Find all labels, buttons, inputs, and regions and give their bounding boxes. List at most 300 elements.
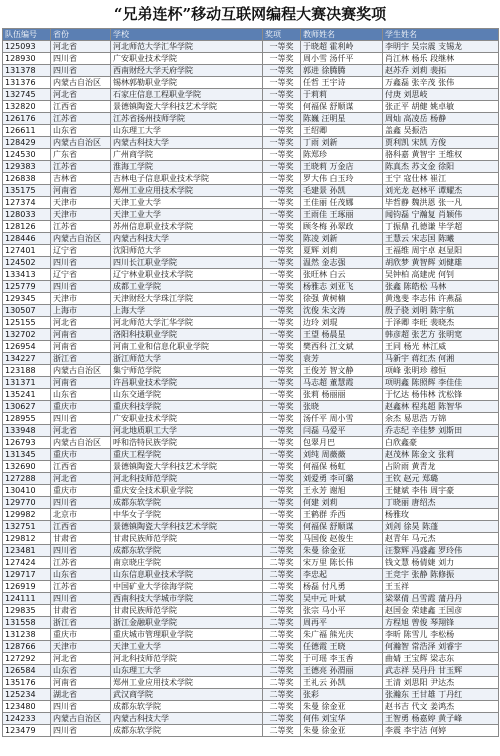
cell-team-id: 127401 — [3, 245, 51, 257]
cell-teachers: 王雨佳 王琢丽 — [301, 209, 383, 221]
cell-team-id: 132820 — [3, 101, 51, 113]
cell-students: 刘剑 徐昊 陈蓬 — [383, 521, 499, 533]
cell-teachers: 陈郑珍 — [301, 149, 383, 161]
cell-students: 张正平 胡健 姚卓敏 — [383, 101, 499, 113]
cell-teachers: 马志超 董慧霞 — [301, 377, 383, 389]
cell-teachers: 李忠起 — [301, 569, 383, 581]
cell-prize: 一等奖 — [263, 341, 301, 353]
cell-team-id: 126611 — [3, 125, 51, 137]
cell-team-id: 129835 — [3, 605, 51, 617]
cell-teachers: 陈凌 刘新 — [301, 233, 383, 245]
page-title: “兄弟连杯”移动互联网编程大赛决赛奖项 — [113, 5, 387, 23]
cell-province: 上海市 — [51, 305, 111, 317]
cell-province: 四川省 — [51, 413, 111, 425]
cell-prize: 一等奖 — [263, 209, 301, 221]
table-row — [3, 413, 499, 425]
cell-prize: 一等奖 — [263, 497, 301, 509]
cell-teachers: 沈俊 朱文涛 — [301, 305, 383, 317]
header-prize: 奖项 — [263, 29, 301, 41]
table-row — [3, 209, 499, 221]
cell-students: 毕哲静 魏洪恩 张一凡 — [383, 197, 499, 209]
table-row — [3, 521, 499, 533]
cell-prize: 二等奖 — [263, 581, 301, 593]
cell-team-id: 131345 — [3, 449, 51, 461]
cell-teachers: 丁雨 刘新 — [301, 137, 383, 149]
cell-team-id: 126838 — [3, 173, 51, 185]
cell-prize: 一等奖 — [263, 101, 301, 113]
table-row — [3, 377, 499, 389]
cell-school: 郑州工业应用技术学院 — [111, 677, 263, 689]
cell-students: 张瀚东 王甘雄 丁丹红 — [383, 689, 499, 701]
cell-students: 胡欣梦 黄智辉 刘健雄 — [383, 257, 499, 269]
cell-prize: 一等奖 — [263, 461, 301, 473]
cell-school: 西南财经大学天府学院 — [111, 65, 263, 77]
cell-school: 山东理工大学 — [111, 665, 263, 677]
cell-province: 内蒙古自治区 — [51, 77, 111, 89]
cell-province: 四川省 — [51, 281, 111, 293]
cell-school: 内蒙古科技大学 — [111, 137, 263, 149]
table-row — [3, 593, 499, 605]
cell-teachers: 樊西科 江文斌 — [301, 341, 383, 353]
cell-school: 河北地质职工大学 — [111, 425, 263, 437]
cell-province: 四川省 — [51, 65, 111, 77]
table-row — [3, 497, 499, 509]
cell-prize: 一等奖 — [263, 245, 301, 257]
cell-province: 山东省 — [51, 665, 111, 677]
cell-school: 河北师范大学汇华学院 — [111, 41, 263, 53]
cell-province: 河北省 — [51, 89, 111, 101]
cell-prize: 一等奖 — [263, 221, 301, 233]
cell-province: 四川省 — [51, 257, 111, 269]
cell-prize: 一等奖 — [263, 305, 301, 317]
cell-students: 梁翠倩 吕雪霞 蒲丹丹 — [383, 593, 499, 605]
cell-school: 呼和浩特民族学院 — [111, 437, 263, 449]
cell-province: 河南省 — [51, 341, 111, 353]
cell-students: 何瀚智 常浩泽 刘睿宇 — [383, 641, 499, 653]
cell-prize: 一等奖 — [263, 53, 301, 65]
cell-team-id: 131376 — [3, 77, 51, 89]
header-teachers: 教师姓名 — [301, 29, 383, 41]
cell-teachers: 马国俊 赵俊生 — [301, 533, 383, 545]
table-row — [3, 485, 499, 497]
cell-students: 王福维 周宇卓 赵显阳 — [383, 245, 499, 257]
table-row — [3, 677, 499, 689]
table-row — [3, 245, 499, 257]
table-row — [3, 113, 499, 125]
cell-students: 汪黎辉 冯盛鑫 罗玲伟 — [383, 545, 499, 557]
cell-students: 贾利凯 宋凯 方俊 — [383, 137, 499, 149]
cell-teachers: 罗大伟 白玉玲 — [301, 173, 383, 185]
cell-team-id: 128033 — [3, 209, 51, 221]
cell-province: 内蒙古自治区 — [51, 365, 111, 377]
cell-province: 江苏省 — [51, 557, 111, 569]
cell-prize: 一等奖 — [263, 185, 301, 197]
cell-students: 王同 杨光 林江威 — [383, 341, 499, 353]
table-row — [3, 233, 499, 245]
cell-province: 甘肃省 — [51, 605, 111, 617]
cell-prize: 一等奖 — [263, 389, 301, 401]
table-row — [3, 173, 499, 185]
table-row — [3, 185, 499, 197]
cell-teachers: 刘纯 周薇薇 — [301, 449, 383, 461]
cell-teachers: 王望 杨晨星 — [301, 329, 383, 341]
cell-team-id: 125155 — [3, 317, 51, 329]
cell-team-id: 129982 — [3, 509, 51, 521]
cell-school: 浙江金融职业学院 — [111, 617, 263, 629]
cell-team-id: 133413 — [3, 269, 51, 281]
cell-team-id: 128766 — [3, 641, 51, 653]
cell-team-id: 135176 — [3, 677, 51, 689]
cell-students: 赵苏乔 刘莉 裴拓 — [383, 65, 499, 77]
cell-prize: 一等奖 — [263, 425, 301, 437]
cell-teachers: 朱曼 徐金亚 — [301, 701, 383, 713]
table-row — [3, 125, 499, 137]
cell-school: 河北科技师范学院 — [111, 653, 263, 665]
cell-students: 赵国金 荣建鑫 王国彦 — [383, 605, 499, 617]
cell-students: 李震 李宇洁 何婷 — [383, 725, 499, 737]
cell-team-id: 132690 — [3, 461, 51, 473]
cell-province: 浙江省 — [51, 617, 111, 629]
cell-students: 殷子骁 刘明 陈宇航 — [383, 305, 499, 317]
cell-province: 河北省 — [51, 473, 111, 485]
cell-students: 乔志纪 辛佳梦 刘斯田 — [383, 425, 499, 437]
cell-prize: 二等奖 — [263, 557, 301, 569]
cell-school: 中华女子学院 — [111, 509, 263, 521]
cell-team-id: 125779 — [3, 281, 51, 293]
cell-team-id: 126919 — [3, 581, 51, 593]
cell-team-id: 128429 — [3, 137, 51, 149]
cell-team-id: 124111 — [3, 593, 51, 605]
table-row — [3, 401, 499, 413]
table-header — [3, 29, 499, 41]
table-row — [3, 365, 499, 377]
cell-prize: 一等奖 — [263, 281, 301, 293]
cell-province: 河北省 — [51, 317, 111, 329]
cell-teachers: 王佳丽 任茂娜 — [301, 197, 383, 209]
cell-province: 浙江省 — [51, 353, 111, 365]
cell-province: 江苏省 — [51, 113, 111, 125]
cell-prize: 一等奖 — [263, 293, 301, 305]
cell-teachers: 张彩 — [301, 689, 383, 701]
cell-province: 天津市 — [51, 641, 111, 653]
cell-province: 内蒙古自治区 — [51, 437, 111, 449]
cell-province: 辽宁省 — [51, 269, 111, 281]
cell-teachers: 边玲 刘琨 — [301, 317, 383, 329]
cell-teachers: 王俊芳 智文静 — [301, 365, 383, 377]
cell-team-id: 131558 — [3, 617, 51, 629]
table-row — [3, 281, 499, 293]
cell-students: 赵书吉 代文 姜鸿杰 — [383, 701, 499, 713]
cell-teachers: 张宗 马小平 — [301, 605, 383, 617]
cell-school: 郑州工业应用技术学院 — [111, 185, 263, 197]
cell-teachers: 何福保 舒顺谋 — [301, 101, 383, 113]
cell-prize: 二等奖 — [263, 725, 301, 737]
cell-school: 山东理工大学 — [111, 125, 263, 137]
cell-students: 王竞宇 张静 陈修振 — [383, 569, 499, 581]
cell-school: 上海大学 — [111, 305, 263, 317]
cell-students: 张鑫 陈皓松 马林 — [383, 281, 499, 293]
table-row — [3, 257, 499, 269]
cell-students: 白欣鑫豪 — [383, 437, 499, 449]
cell-students: 王健斌 李伟 周宇豪 — [383, 485, 499, 497]
cell-students: 骆科嘉 黄智宇 王维权 — [383, 149, 499, 161]
cell-province: 广东省 — [51, 149, 111, 161]
award-table — [2, 28, 499, 737]
cell-school: 广安职业技术学院 — [111, 53, 263, 65]
cell-prize: 二等奖 — [263, 569, 301, 581]
cell-students: 黄逸斐 李志伟 许燕磊 — [383, 293, 499, 305]
table-row — [3, 689, 499, 701]
cell-province: 山东省 — [51, 389, 111, 401]
cell-province: 河南省 — [51, 677, 111, 689]
cell-team-id: 126176 — [3, 113, 51, 125]
cell-team-id: 134227 — [3, 353, 51, 365]
cell-students: 王钦 赵元 郑璐 — [383, 473, 499, 485]
table-row — [3, 617, 499, 629]
cell-teachers: 刘爱勇 李可璐 — [301, 473, 383, 485]
table-row — [3, 545, 499, 557]
table-row — [3, 557, 499, 569]
cell-school: 天津工业大学 — [111, 641, 263, 653]
cell-teachers: 朱曼 徐金亚 — [301, 545, 383, 557]
cell-teachers: 张莉 杨丽丽 — [301, 389, 383, 401]
cell-province: 天津市 — [51, 197, 111, 209]
cell-prize: 一等奖 — [263, 125, 301, 137]
cell-teachers: 陈巍 汪明星 — [301, 113, 383, 125]
cell-students: 万鑫磊 张辛茂 张伟 — [383, 77, 499, 89]
cell-school: 景德镇陶瓷大学科技艺术学院 — [111, 101, 263, 113]
table-row — [3, 389, 499, 401]
cell-teachers: 毛建景 孙凯 — [301, 185, 383, 197]
cell-students: 王宁 寇仕林 崔江 — [383, 173, 499, 185]
cell-students: 曲婧 王宝辉 梁志东 — [383, 653, 499, 665]
cell-prize: 二等奖 — [263, 545, 301, 557]
cell-province: 山东省 — [51, 569, 111, 581]
cell-prize: 二等奖 — [263, 605, 301, 617]
table-header-row — [3, 29, 499, 41]
cell-team-id: 130410 — [3, 485, 51, 497]
cell-students: 赵青年 马元杰 — [383, 533, 499, 545]
cell-teachers: 于可瑶 李玉香 — [301, 653, 383, 665]
table-row — [3, 713, 499, 725]
table-row — [3, 305, 499, 317]
cell-school: 四川长江职业学院 — [111, 257, 263, 269]
table-row — [3, 161, 499, 173]
table-row — [3, 653, 499, 665]
cell-school: 成都工业学院 — [111, 281, 263, 293]
cell-prize: 一等奖 — [263, 269, 301, 281]
cell-teachers: 何福保 杨虹 — [301, 461, 383, 473]
cell-school: 中国矿业大学徐海学院 — [111, 581, 263, 593]
cell-students: 肖江林 杨乐 段继林 — [383, 53, 499, 65]
cell-prize: 一等奖 — [263, 77, 301, 89]
table-row — [3, 137, 499, 149]
cell-school: 武汉商学院 — [111, 689, 263, 701]
cell-team-id: 128955 — [3, 413, 51, 425]
cell-province: 内蒙古自治区 — [51, 713, 111, 725]
header-students: 学生姓名 — [383, 29, 499, 41]
cell-team-id: 123480 — [3, 701, 51, 713]
cell-teachers: 张旺林 白云 — [301, 269, 383, 281]
table-row — [3, 77, 499, 89]
header-school: 学校 — [111, 29, 263, 41]
cell-prize: 一等奖 — [263, 521, 301, 533]
table-row — [3, 437, 499, 449]
cell-teachers: 何福保 舒顺谋 — [301, 521, 383, 533]
cell-students: 李明宇 吴宗震 支锡龙 — [383, 41, 499, 53]
table-row — [3, 329, 499, 341]
cell-province: 河北省 — [51, 41, 111, 53]
cell-school: 甘肃民族师范学院 — [111, 605, 263, 617]
cell-teachers: 宋万里 陈长伟 — [301, 557, 383, 569]
cell-team-id: 123479 — [3, 725, 51, 737]
cell-students: 闻钧磊 宁瀚复 肖颖伟 — [383, 209, 499, 221]
cell-prize: 二等奖 — [263, 677, 301, 689]
cell-team-id: 129345 — [3, 293, 51, 305]
cell-teachers: 王礼云 孙凯 — [301, 677, 383, 689]
cell-students: 于忆达 杨伟林 沈松锋 — [383, 389, 499, 401]
cell-students: 吴钟柏 高建虎 何钊 — [383, 269, 499, 281]
table-row — [3, 605, 499, 617]
cell-prize: 一等奖 — [263, 533, 301, 545]
cell-school: 成都东软学院 — [111, 701, 263, 713]
cell-team-id: 124530 — [3, 149, 51, 161]
cell-school: 淮海工学院 — [111, 161, 263, 173]
table-row — [3, 269, 499, 281]
table-row — [3, 569, 499, 581]
cell-school: 辽宁林业职业技术学院 — [111, 269, 263, 281]
table-row — [3, 53, 499, 65]
cell-teachers: 王德亮 孙渭丽 — [301, 665, 383, 677]
cell-team-id: 125093 — [3, 41, 51, 53]
cell-prize: 一等奖 — [263, 473, 301, 485]
cell-students: 方程旭 曾俊 琴翔锋 — [383, 617, 499, 629]
cell-school: 吉林电子信息职业技术学院 — [111, 173, 263, 185]
cell-school: 内蒙古科技大学 — [111, 233, 263, 245]
cell-province: 北京市 — [51, 509, 111, 521]
cell-students: 付庚 刘思岐 — [383, 89, 499, 101]
cell-teachers: 汤仟平 周小雪 — [301, 413, 383, 425]
cell-province: 四川省 — [51, 545, 111, 557]
cell-team-id: 128446 — [3, 233, 51, 245]
cell-teachers: 何建 刘莉 — [301, 497, 383, 509]
cell-students: 赵鑫林 程兆超 陈智华 — [383, 401, 499, 413]
cell-prize: 一等奖 — [263, 353, 301, 365]
cell-prize: 一等奖 — [263, 173, 301, 185]
cell-school: 重庆安全技术职业学院 — [111, 485, 263, 497]
cell-students: 盖鑫 吴振浩 — [383, 125, 499, 137]
table-row — [3, 581, 499, 593]
cell-prize: 一等奖 — [263, 449, 301, 461]
cell-teachers: 包翠月巴 — [301, 437, 383, 449]
cell-team-id: 123481 — [3, 545, 51, 557]
cell-teachers: 于莉莉 — [301, 89, 383, 101]
cell-school: 天津工业大学 — [111, 209, 263, 221]
cell-prize: 一等奖 — [263, 113, 301, 125]
cell-school: 山东交通学院 — [111, 389, 263, 401]
table-row — [3, 353, 499, 365]
cell-province: 江西省 — [51, 461, 111, 473]
cell-team-id: 131371 — [3, 377, 51, 389]
cell-prize: 二等奖 — [263, 701, 301, 713]
cell-province: 重庆市 — [51, 401, 111, 413]
cell-team-id: 123188 — [3, 365, 51, 377]
cell-students: 刘光龙 赵林平 谭耀杰 — [383, 185, 499, 197]
cell-school: 西南科技大学城市学院 — [111, 593, 263, 605]
table-row — [3, 449, 499, 461]
cell-school: 广安职业技术学院 — [111, 413, 263, 425]
cell-team-id: 127292 — [3, 653, 51, 665]
cell-teachers: 王绍卿 — [301, 125, 383, 137]
cell-province: 天津市 — [51, 209, 111, 221]
table-row — [3, 725, 499, 737]
cell-students: 李昕 陈雪儿 李松杨 — [383, 629, 499, 641]
cell-team-id: 128930 — [3, 53, 51, 65]
cell-prize: 一等奖 — [263, 413, 301, 425]
cell-school: 景德镇陶瓷大学科技艺术学院 — [111, 461, 263, 473]
cell-prize: 一等奖 — [263, 197, 301, 209]
cell-teachers: 王晓莉 万金店 — [301, 161, 383, 173]
cell-province: 四川省 — [51, 701, 111, 713]
cell-school: 重庆工程学院 — [111, 449, 263, 461]
cell-province: 江苏省 — [51, 581, 111, 593]
cell-school: 河北科技师范学院 — [111, 473, 263, 485]
cell-province: 重庆市 — [51, 485, 111, 497]
cell-province: 四川省 — [51, 725, 111, 737]
header-province: 省份 — [51, 29, 111, 41]
cell-prize: 二等奖 — [263, 617, 301, 629]
cell-school: 江苏省扬州技师学院 — [111, 113, 263, 125]
cell-team-id: 126584 — [3, 665, 51, 677]
cell-province: 湖北省 — [51, 689, 111, 701]
cell-province: 河北省 — [51, 653, 111, 665]
cell-prize: 一等奖 — [263, 41, 301, 53]
cell-teachers: 顾冬梅 孙翠政 — [301, 221, 383, 233]
cell-province: 江西省 — [51, 521, 111, 533]
table-row — [3, 341, 499, 353]
table-row — [3, 461, 499, 473]
cell-students: 丁振鼎 孔德谦 毕学超 — [383, 221, 499, 233]
table-row — [3, 89, 499, 101]
cell-province: 河南省 — [51, 329, 111, 341]
cell-teachers: 闫磊 马爱平 — [301, 425, 383, 437]
cell-school: 集宁师范学院 — [111, 365, 263, 377]
cell-teachers: 周再平 — [301, 617, 383, 629]
cell-teachers: 任德霞 王晓 — [301, 641, 383, 653]
cell-prize: 二等奖 — [263, 629, 301, 641]
cell-school: 南京晓庄学院 — [111, 557, 263, 569]
cell-prize: 一等奖 — [263, 161, 301, 173]
cell-school: 沈阳师范大学 — [111, 245, 263, 257]
cell-teachers: 袁芳 — [301, 353, 383, 365]
cell-school: 重庆科技学院 — [111, 401, 263, 413]
cell-school: 许昌职业技术学院 — [111, 377, 263, 389]
cell-teachers: 何伟 刘宝华 — [301, 713, 383, 725]
cell-students: 武志祥 吴丹丹 甘玉辉 — [383, 665, 499, 677]
table-row — [3, 293, 499, 305]
cell-prize: 一等奖 — [263, 329, 301, 341]
cell-prize: 二等奖 — [263, 689, 301, 701]
cell-team-id: 127424 — [3, 557, 51, 569]
cell-team-id: 135175 — [3, 185, 51, 197]
cell-school: 苏州信息职业技术学院 — [111, 221, 263, 233]
cell-students: 赵茂林 陈金文 张莉 — [383, 449, 499, 461]
cell-school: 甘肃民族师范学院 — [111, 533, 263, 545]
cell-prize: 一等奖 — [263, 437, 301, 449]
cell-students: 丁晓丽 唐绍杰 — [383, 497, 499, 509]
cell-team-id: 129717 — [3, 569, 51, 581]
cell-school: 景德镇陶瓷大学科技艺术学院 — [111, 521, 263, 533]
